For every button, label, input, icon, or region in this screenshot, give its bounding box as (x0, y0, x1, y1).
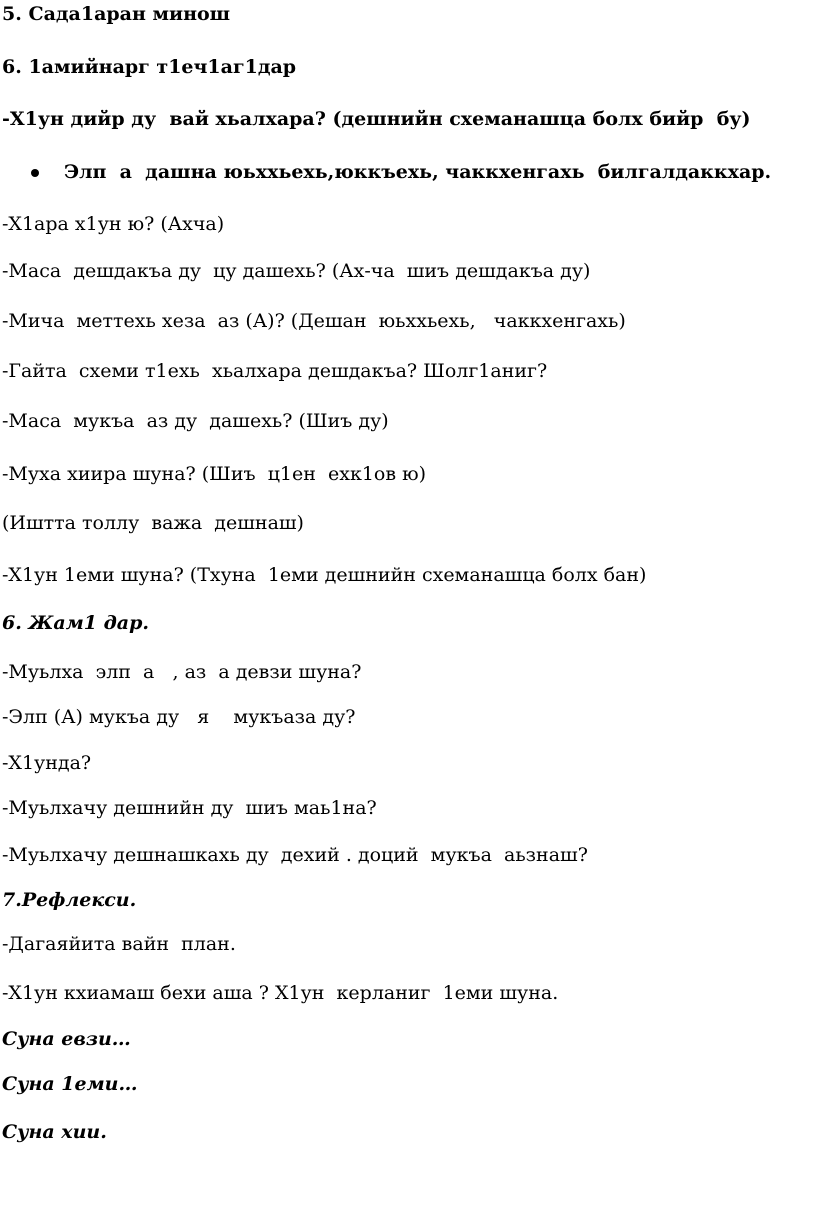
bullet-icon (31, 169, 39, 177)
question-line: -Х1унда? (2, 752, 92, 774)
section-5-heading: 5. Сада1аран минош (2, 3, 231, 25)
question-line: -Муьлха элп а , аз а девзи шуна? (2, 661, 362, 683)
question-line: -Маса мукъа аз ду дашехь? (Шиъ ду) (2, 410, 389, 432)
section-6-heading: 6. 1амийнарг т1еч1аг1дар (2, 56, 297, 78)
question-line: -Дагаяйита вайн план. (2, 933, 236, 955)
question-line: -Маса дешдакъа ду цу дашехь? (Ах-ча шиъ дешдакъа ду) (2, 260, 591, 282)
question-line: -Мича меттехь хеза аз (А)? (Дешан юьххьехь, чаккхенгахь) (2, 310, 626, 332)
summary-heading: 6. Жам1 дар. (2, 612, 150, 634)
question-line: -Х1ун 1еми шуна? (Тхуна 1еми дешнийн схеманашца болх бан) (2, 564, 647, 586)
question-line: -Элп (А) мукъа ду я мукъаза ду? (2, 706, 356, 728)
reflection-heading: 7.Рефлекси. (2, 889, 137, 911)
sentence-starter: Суна 1еми… (2, 1073, 138, 1095)
intro-question: -Х1ун дийр ду вай хьалхара? (дешнийн схеманашца болх бийр бу) (2, 108, 751, 130)
question-line: -Муьлхачу дешнийн ду шиъ маь1на? (2, 797, 377, 819)
question-line: -Х1ара х1ун ю? (Ахча) (2, 213, 225, 235)
question-line: -Гайта схеми т1ехь хьалхара дешдакъа? Шолг1аниг? (2, 360, 548, 382)
question-line: -Муха хиира шуна? (Шиъ ц1ен ехк1ов ю) (2, 463, 427, 485)
bullet-item: Элп а дашна юьххьехь,юккъехь, чаккхенгахь билгалдаккхар. (64, 161, 772, 183)
sentence-starter: Суна хии. (2, 1121, 107, 1143)
note-line: (Иштта толлу важа дешнаш) (2, 512, 304, 534)
sentence-starter: Суна евзи… (2, 1028, 131, 1050)
question-line: -Муьлхачу дешнашкахь ду дехий . доций мукъа аьзнаш? (2, 844, 588, 866)
question-line: -Х1ун кхиамаш бехи аша ? Х1ун керланиг 1еми шуна. (2, 982, 559, 1004)
